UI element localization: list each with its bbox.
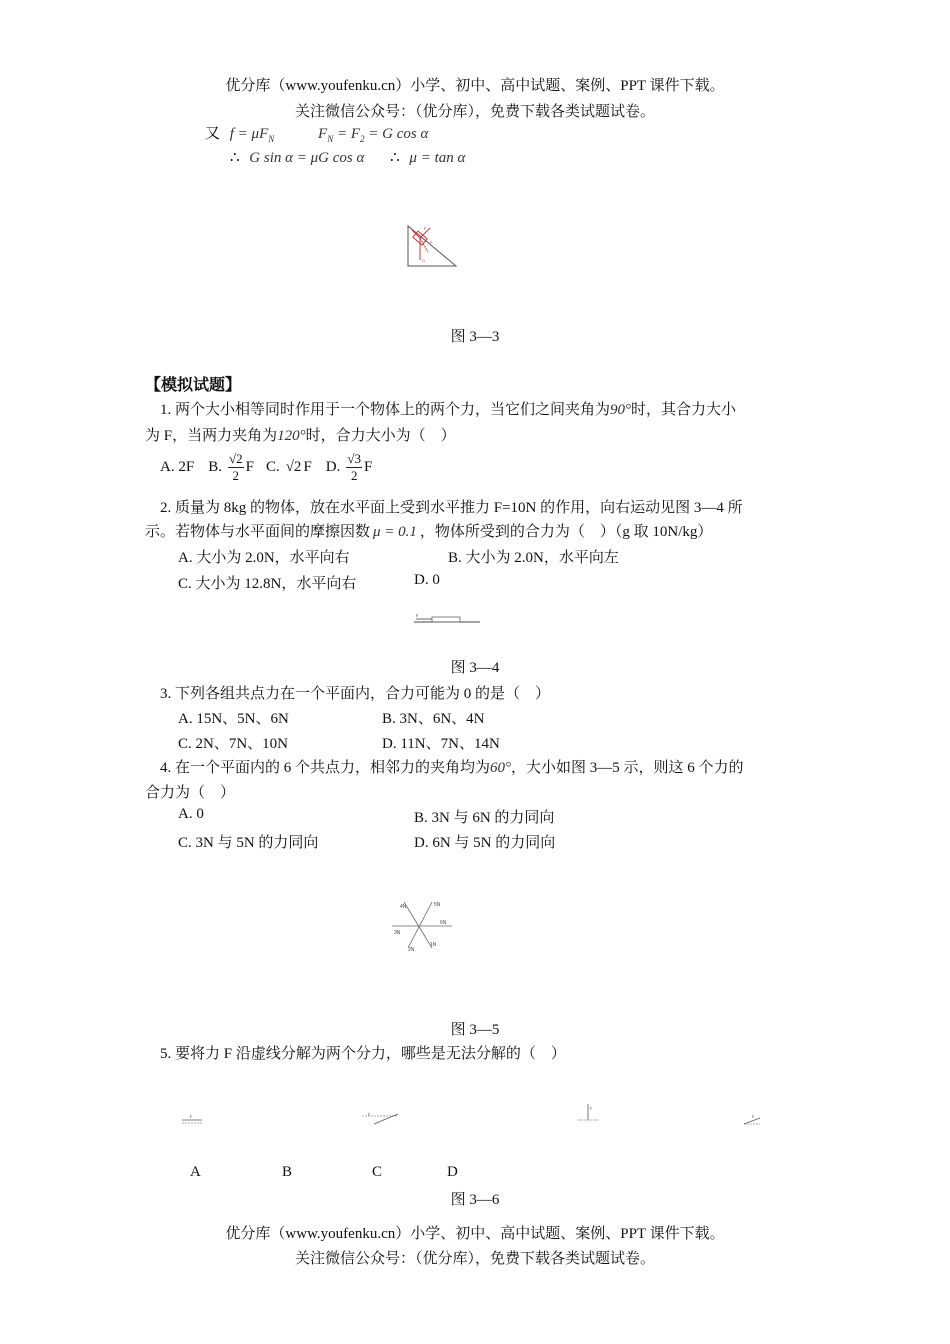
figure-3-6-diagram-c bbox=[576, 1102, 600, 1124]
q1-option-c-unit: F bbox=[303, 458, 312, 475]
figure-3-5-caption: 图 3—5 bbox=[450, 1022, 500, 1038]
q1-option-b-label: B. bbox=[208, 458, 222, 475]
footer-line-2: 关注微信公众号：（优分库），免费下载各类试题试卷。 bbox=[294, 1251, 655, 1267]
force-label: 4N bbox=[400, 904, 407, 910]
angle-120: 120° bbox=[277, 428, 306, 444]
q4-line-1: 4. 在一个平面内的 6 个共点力，相邻力的夹角均为60°，大小如图 3—5 示，则这 6 个力的 bbox=[160, 760, 744, 776]
q5-label-d: D bbox=[447, 1164, 458, 1180]
q3-option-c: C. 2N、7N、10N bbox=[178, 736, 289, 752]
q1-option-b-fraction: $\frac{√2}{2}$ bbox=[228, 450, 243, 483]
header-line-1: 优分库（www.youfenku.cn）小学、初中、高中试题、案例、PPT 课件下载。 bbox=[225, 78, 725, 94]
q1-option-d-unit: F bbox=[364, 458, 373, 475]
figure-3-6-diagram-d bbox=[742, 1114, 764, 1128]
q1-options bbox=[160, 448, 372, 486]
figure-3-6-caption: 图 3—6 bbox=[450, 1192, 500, 1208]
svg-text:F: F bbox=[190, 1114, 193, 1119]
header-line-2: 关注微信公众号：（优分库），免费下载各类试题试卷。 bbox=[294, 104, 655, 120]
svg-text:F: F bbox=[752, 1114, 755, 1119]
force-5n-line bbox=[408, 902, 432, 948]
q4-option-a: A. 0 bbox=[178, 806, 204, 822]
angle-90: 90° bbox=[610, 402, 632, 418]
therefore-symbol: ∴ bbox=[390, 150, 400, 166]
svg-text:G: G bbox=[422, 258, 425, 263]
force-label: 5N bbox=[434, 902, 441, 908]
figure-3-6-diagram-b bbox=[360, 1110, 404, 1130]
svg-text:F: F bbox=[590, 1106, 593, 1111]
svg-text:F: F bbox=[368, 1112, 371, 1117]
q5-label-c: C bbox=[372, 1164, 383, 1180]
svg-text:F: F bbox=[424, 226, 427, 231]
q2-line-2: 示。若物体与水平面间的摩擦因数 μ = 0.1 ，物体所受到的合力为（ ）（g 取 10N/kg） bbox=[145, 524, 713, 540]
friction-coefficient: μ = 0.1 bbox=[373, 524, 417, 540]
q1-option-c-label: C. bbox=[265, 458, 280, 475]
friction-equation: $f = \mu F_N$ bbox=[229, 126, 275, 144]
q5-label-a: A bbox=[190, 1164, 201, 1180]
figure-3-4-block-on-surface bbox=[414, 612, 484, 626]
q2-option-b: B. 大小为 2.0N，水平向左 bbox=[448, 550, 619, 566]
q1-option-d-fraction: $\frac{√3}{2}$ bbox=[347, 450, 362, 483]
q1-line-1: 1. 两个大小相等同时作用于一个物体上的两个力，当它们之间夹角为90°时，其合力大小 bbox=[160, 402, 737, 418]
footer-line-1: 优分库（www.youfenku.cn）小学、初中、高中试题、案例、PPT 课件下载。 bbox=[225, 1226, 725, 1242]
q2-line-1: 2. 质量为 8kg 的物体，放在水平面上受到水平推力 F=10N 的作用，向右运动见图 3—4 所 bbox=[160, 500, 743, 516]
q1-option-a: A. 2F bbox=[160, 458, 195, 475]
q1-option-c-value: √2 bbox=[285, 458, 302, 475]
q5-label-b: B bbox=[282, 1164, 293, 1180]
q3-option-d: D. 11N、7N、14N bbox=[382, 736, 500, 752]
derivation-line-1 bbox=[205, 122, 428, 144]
q1-option-b-unit: F bbox=[245, 458, 254, 475]
force-label: 1N bbox=[430, 942, 437, 948]
q2-option-d: D. 0 bbox=[414, 572, 440, 588]
force-label: 3N bbox=[394, 930, 401, 936]
q4-option-c: C. 3N 与 5N 的力同向 bbox=[178, 835, 319, 851]
section-title: 【模拟试题】 bbox=[145, 377, 242, 394]
q1-line-2: 为 F，当两力夹角为120°时，合力大小为（ ） bbox=[145, 428, 456, 444]
figure-3-4-caption: 图 3—4 bbox=[450, 660, 500, 676]
derivation-prefix: 又 bbox=[205, 126, 221, 142]
force-label: 2N bbox=[408, 947, 415, 953]
normal-force-equation: $F_N = F_2 = G$ cos α bbox=[318, 126, 429, 144]
figure-3-3-caption: 图 3—3 bbox=[450, 329, 500, 345]
figure-3-6-diagram-a bbox=[180, 1114, 206, 1128]
q2-option-a: A. 大小为 2.0N，水平向右 bbox=[178, 550, 350, 566]
force-label: 6N bbox=[440, 920, 447, 926]
svg-text:F: F bbox=[416, 613, 419, 618]
q4-option-d: D. 6N 与 5N 的力同向 bbox=[414, 835, 556, 851]
q2-option-c: C. 大小为 12.8N，水平向右 bbox=[178, 576, 357, 592]
q3-option-a: A. 15N、5N、6N bbox=[178, 711, 289, 727]
mu-equation: μ = tan α bbox=[409, 150, 466, 166]
q3-option-b: B. 3N、6N、4N bbox=[382, 711, 485, 727]
force-4n-line bbox=[404, 902, 432, 948]
q4-line-2: 合力为（ ） bbox=[145, 785, 236, 801]
q1-option-d-label: D. bbox=[325, 458, 341, 475]
figure-3-5-force-diagram bbox=[386, 896, 456, 954]
balance-equation: G sin α = μG cos α bbox=[249, 150, 365, 166]
q3-stem: 3. 下列各组共点力在一个平面内，合力可能为 0 的是（ ） bbox=[160, 686, 551, 702]
therefore-symbol: ∴ bbox=[230, 150, 240, 166]
q4-option-b: B. 3N 与 6N 的力同向 bbox=[414, 810, 555, 826]
angle-60: 60° bbox=[490, 760, 512, 776]
q5-stem: 5. 要将力 F 沿虚线分解为两个分力，哪些是无法分解的（ ） bbox=[160, 1046, 566, 1062]
svg-text:F: F bbox=[430, 240, 433, 245]
figure-3-3-incline bbox=[404, 222, 460, 268]
derivation-line-2 bbox=[230, 148, 465, 167]
